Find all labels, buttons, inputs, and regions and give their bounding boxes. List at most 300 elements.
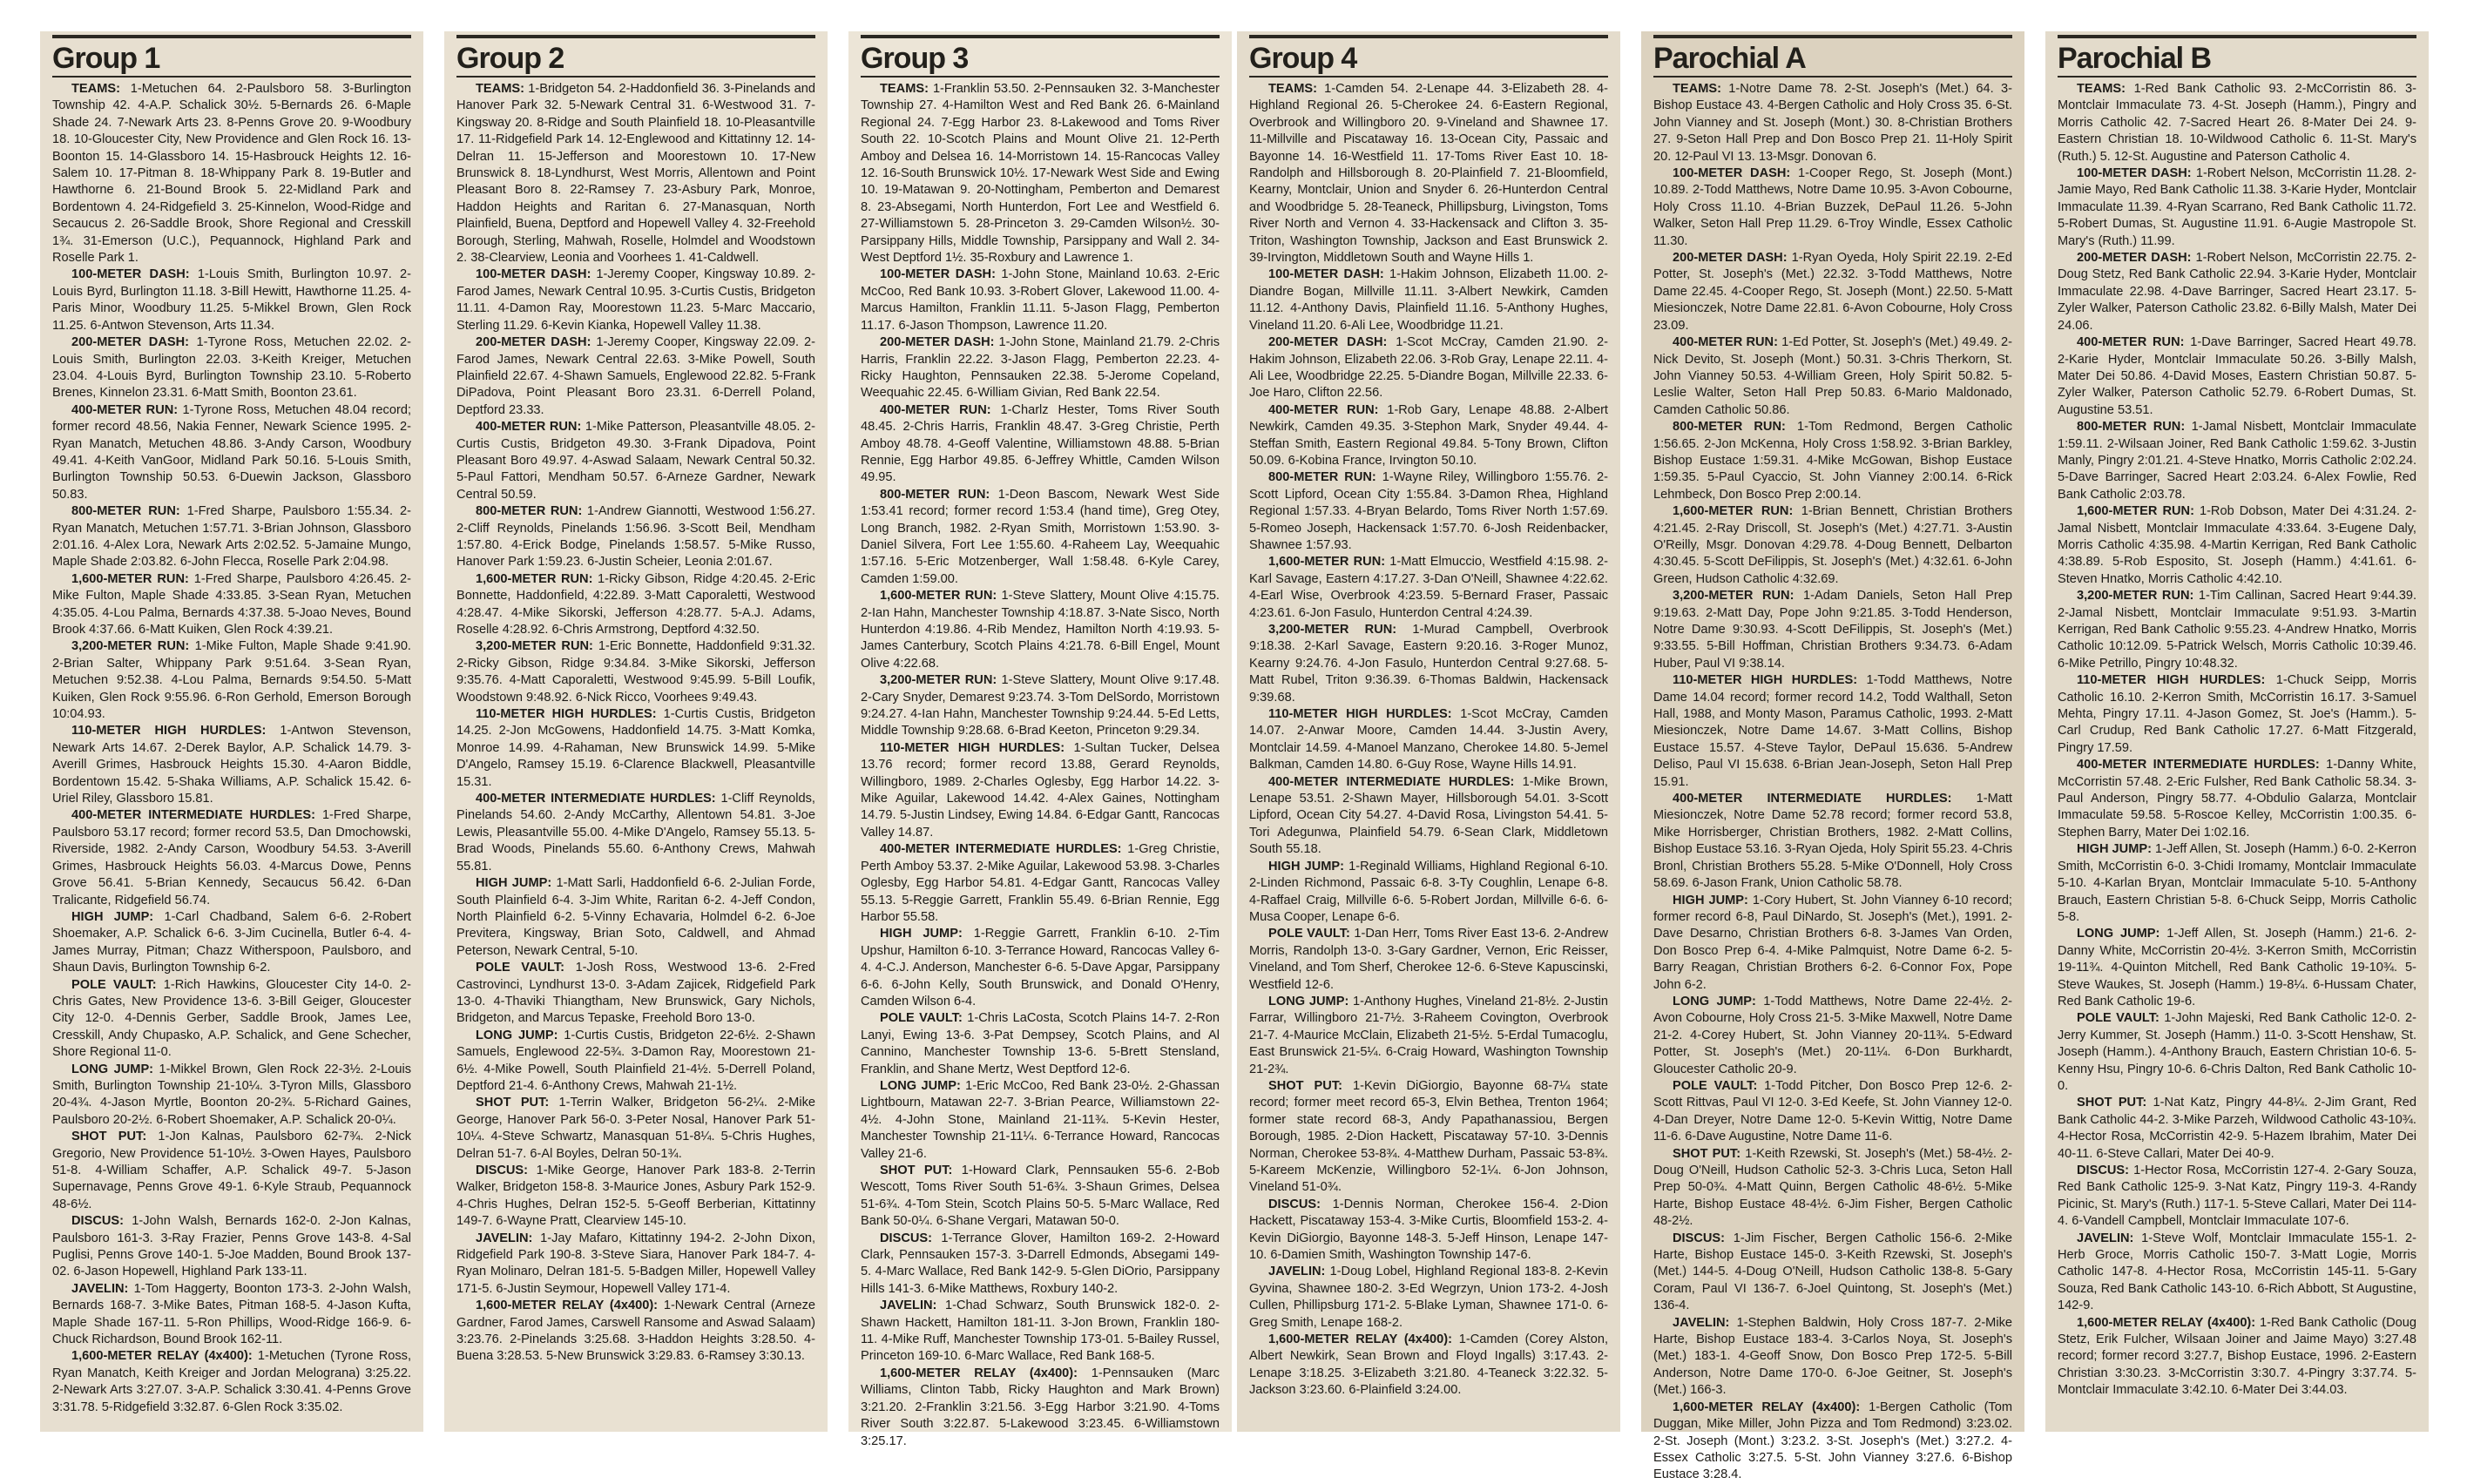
result-entry (861, 1010, 1220, 1078)
result-entry (1653, 893, 2012, 994)
event-results: 1-Camden (Corey Alston, Albert Newkirk, Sean Brown and Floyd Ingalls) 3:17.43. 2-Lenape 3:18.25. 3-Elizabeth 3:21.80. 4-Teaneck 3:22.32. 5-Jackson 3:23.60. 6-Plainfield 3:24.00. (1249, 1332, 1608, 1398)
event-name: 1,600-METER RUN: (1673, 504, 1794, 519)
event-results: 1-Metuchen (Tyrone Ross, Ryan Manatch, Keith Kreiger and Jordan Melograna) 3:25.22. 2-Newark Arts 3:27.07. 3-A.P. Schalick 3:30.41. 4-Penns Grove 3:31.78. 5-Ridgefield 3:32.87. 6-Glen Rock 3:35.02. (52, 1349, 411, 1414)
result-entry (1249, 622, 1608, 706)
result-entry (52, 1348, 411, 1416)
event-results: 1-Stephen Baldwin, Holy Cross 187-7. 2-Mike Harte, Bishop Eustace 183-4. 3-Carlos Noya, St. Joseph's (Met.) 183-1. 4-Geoff Snow, Don Bosco Prep 172-5. 5-Bill Anderson, Notre Dame 170-0. 6-Joe Geitner, St. Joseph's (Met.) 166-3. (1653, 1315, 2012, 1398)
event-results: 1-Terrance Glover, Hamilton 169-2. 2-Howard Clark, Pennsauken 157-3. 3-Darrell Edmonds, Absegami 149-5. 4-Marc Wallace, Red Bank 142-9. 5-Glen DiOrio, Parsippany Hills 141-3. 6-Mike Matthews, Roxbury 140-2. (861, 1231, 1220, 1296)
column-header (861, 35, 1220, 78)
event-results: 1-Sultan Tucker, Delsea 13.76 record; former record 13.88, Gerard Reynolds, Willingboro, 1989. 2-Charles Oglesby, Egg Harbor 14.22. 3-Mike Aguilar, Lakewood 14.42. 4-Alex Gaines, Nottingham 14.79. 5-Justin Lindsey, Ewing 14.84. 6-Edgar Gantt, Rancocas Valley 14.87. (861, 740, 1220, 840)
result-entry (861, 81, 1220, 266)
result-entry (2058, 250, 2416, 334)
event-results: 1-Antwon Stevenson, Newark Arts 14.67. 2-Derek Baylor, A.P. Schalick 14.79. 3-Averill Grimes, Hasbrouck Heights 15.30. 4-Aaron Biddle, Bordentown 15.42. 5-Shaka Williams, A.P. Schalick 15.42. 6-Uriel Riley, Glassboro 15.81. (52, 724, 411, 806)
event-results: 1-Scot McCray, Camden 14.07. 2-Anwar Moore, Camden 14.44. 3-Justin Avery, Montclair 14.59. 4-Manoel Manzano, Cherokee 14.80. 5-Jemel Balkman, Camden 14.80. 6-Guy Rose, Wayne Hills 14.91. (1249, 707, 1608, 772)
result-entry (2058, 588, 2416, 672)
result-entry (861, 1163, 1220, 1231)
result-entry (1653, 250, 2012, 334)
event-results: 1-Josh Ross, Westwood 13-6. 2-Fred Castrovinci, Lyndhurst 13-0. 3-Adam Zajicek, Ridgefield Park 13-0. 4-Thaviki Thiangtham, New Brunswick, Gary Nichols, Bridgeton, and Marcus Tepaske, Freehold Boro 13-0. (456, 961, 815, 1026)
event-results: 1-Eric Bonnette, Haddonfield 9:31.32. 2-Ricky Gibson, Ridge 9:34.84. 3-Mike Sikorski, Jefferson 9:35.76. 4-Matt Caporaletti, Westwood 9:45.99. 5-Bill Loufik, Woodstown 9:48.92. 6-Nick Ricco, Voorhees 9:49.43. (456, 639, 815, 705)
event-name: DISCUS: (71, 1214, 124, 1229)
event-results: 1-Jeff Allen, St. Joseph (Hamm.) 21-6. 2-Danny White, McCorristin 20-4½. 3-Kerron Smith, McCorristin 19-11¾. 4-Quinton Mitchell, Red Bank Catholic 19-10¾. 5-Steve Waukes, St. Joseph (Hamm.) 19-8¼. 6-Hussam Chater, Red Bank Catholic 19-6. (2058, 927, 2416, 1008)
result-entry (456, 1028, 815, 1096)
result-entry (1249, 1078, 1608, 1197)
column-title: Group 1 (52, 42, 160, 75)
event-results: 1-Fred Sharpe, Paulsboro 1:55.34. 2-Ryan Manatch, Metuchen 1:57.71. 3-Brian Johnson, Glassboro 2:01.16. 4-Alex Lora, Newark Arts 2:02.52. 5-Jamaine Mungo, Maple Shade 2:03.82. 6-John Flecca, Roselle Park 2:04.98. (52, 504, 411, 570)
results-text (52, 81, 411, 1416)
event-results: 1-Doug Lobel, Highland Regional 183-8. 2-Kevin Gyvina, Shawnee 180-2. 3-Ed Wegrzyn, Union 173-2. 4-Josh Cullen, Phillipsburg 171-2. 5-Blake Lyman, Shawnee 171-0. 6-Greg Smith, Lenape 168-2. (1249, 1265, 1608, 1330)
event-name: 400-METER INTERMEDIATE HURDLES: (71, 808, 315, 823)
event-name: 200-METER DASH: (880, 335, 995, 350)
result-entry (1653, 994, 2012, 1078)
result-entry (861, 926, 1220, 1010)
result-entry (2058, 841, 2416, 926)
event-results: 1-Carl Chadband, Salem 6-6. 2-Robert Shoemaker, A.P. Schalick 6-6. 3-Jim Cucinella, Butler 6-4. 4-James Murray, Pitman; Chazz Witherspoon, Paulsboro, and Shaun Davis, Burlington Township 6-2. (52, 909, 411, 975)
result-entry (1653, 1078, 2012, 1146)
clipping-group-3 (848, 31, 1232, 1448)
result-entry (861, 672, 1220, 740)
result-entry (1653, 791, 2012, 892)
clipping-group-4 (1237, 31, 1620, 1432)
column-title: Parochial A (1653, 42, 1806, 75)
event-results: 1-Jim Fischer, Bergen Catholic 156-6. 2-Mike Harte, Bishop Eustace 145-0. 3-Keith Rzewski, St. Joseph's (Met.) 144-5. 4-Doug O'Neill, Hudson Catholic 138-8. 5-Gary Coram, Paul VI 136-7. 6-Joel Quintong, St. Joseph's (Met.) 136-4. (1653, 1231, 2012, 1313)
clipping-group-2 (444, 31, 828, 1432)
event-results: 1-Mike George, Hanover Park 183-8. 2-Terrin Walker, Bridgeton 158-8. 3-Maurice Jones, Asbury Park 152-9. 4-Chris Hughes, Delran 152-5. 5-Geoff Berberian, Kittatinny 149-7. 6-Wayne Pratt, Clearview 145-10. (456, 1164, 815, 1229)
event-name: POLE VAULT: (880, 1011, 963, 1026)
event-name: SHOT PUT: (1268, 1078, 1342, 1093)
event-name: TEAMS: (71, 82, 120, 96)
column-header (2058, 35, 2416, 78)
event-results: 1-Jeremy Cooper, Kingsway 10.89. 2-Farod James, Newark Central 10.95. 3-Curtis Custis, Bridgeton 11.11. 4-Damon Ray, Moorestown 11.23. 5-Marc Maccario, Sterling 11.29. 6-Kevin Kianka, Hopewell Valley 11.38. (456, 267, 816, 333)
event-name: JAVELIN: (71, 1281, 129, 1296)
event-results: 1-Notre Dame 78. 2-St. Joseph's (Met.) 64. 3-Bishop Eustace 43. 4-Bergen Catholic and Holy Cross 35. 6-St. John Vianney and St. Joseph (Mont.) 30. 8-Christian Brothers 27. 9-Seton Hall Prep and Don Bosco Prep 21. 11-Holy Spirit 20. 12-Paul VI 13. 13-Msgr. Donovan 6. (1653, 82, 2012, 164)
event-name: 1,600-METER RUN: (2077, 504, 2194, 519)
event-results: 1-Eric McCoo, Red Bank 23-0½. 2-Ghassan Lightbourn, Matawan 22-7. 3-Brian Pearce, Williamstown 22-4½. 4-John Stone, Mainland 21-11¾. 5-Kevin Hester, Manchester Township 21-11¼. 6-Terrance Howard, Rancocas Valley 21-6. (861, 1078, 1220, 1161)
result-entry (861, 334, 1220, 402)
event-name: TEAMS: (2077, 82, 2126, 96)
event-name: JAVELIN: (880, 1298, 937, 1313)
column-header (456, 35, 815, 78)
result-entry (2058, 1010, 2416, 1095)
result-entry (861, 266, 1220, 334)
event-name: 1,600-METER RUN: (71, 571, 189, 586)
result-entry (1653, 588, 2012, 672)
event-results: 1-Tyrone Ross, Metuchen 22.02. 2-Louis Smith, Burlington 22.03. 3-Keith Kreiger, Metuchen 23.04. 4-Louis Byrd, Burlington Township 23.10. 5-Roberto Brenes, Kinnelon 23.31. 6-Matt Smith, Boonton 23.61. (52, 335, 411, 401)
event-name: 1,600-METER RELAY (4x400): (71, 1349, 253, 1364)
event-results: 1-Mike Patterson, Pleasantville 48.05. 2-Curtis Custis, Bridgeton 49.30. 3-Frank Dipadova, Point Pleasant Boro 49.97. 4-Aswad Salaam, Newark Central 50.32. 5-Paul Fattori, Mendham 50.57. 6-Arneze Gardner, Newark Central 50.59. (456, 420, 815, 502)
result-entry (52, 266, 411, 334)
result-entry (1249, 859, 1608, 927)
result-entry (2058, 81, 2416, 165)
result-entry (861, 1231, 1220, 1298)
event-name: 400-METER INTERMEDIATE HURDLES: (1673, 792, 1952, 806)
event-results: 1-Matt Miesionczek, Notre Dame 52.78 record; former record 53.8, Mike Horrisberger, Christian Brothers, 1982. 2-Matt Collins, Bishop Eustace 53.16. 3-Ryan Ojeda, Holy Spirit 55.23. 4-Chris Bronl, Christian Brothers 55.28. 5-Mike O'Donnell, Holy Cross 58.69. 6-Jason Frank, Union Catholic 58.78. (1653, 792, 2012, 891)
event-results: 1-Robert Nelson, McCorristin 22.75. 2-Doug Stetz, Red Bank Catholic 22.94. 3-Karie Hyder, Montclair Immaculate 22.98. 4-Dave Barringer, Sacred Heart 23.17. 5-Zyler Walker, Paterson Catholic 23.82. 6-Billy Malsh, Mater Dei 24.06. (2058, 251, 2416, 333)
result-entry (52, 1213, 411, 1281)
event-results: 1-Rob Dobson, Mater Dei 4:31.24. 2-Jamal Nisbett, Montclair Immaculate 4:33.64. 3-Eugene Daly, Morris Catholic 4:35.98. 4-Martin Kerrigan, Red Bank Catholic 4:38.89. 5-Rob Esposito, St. Joseph (Hamm.) 4:41.61. 6-Steven Hnatko, Morris Catholic 4:42.10. (2058, 504, 2417, 586)
event-results: 1-Murad Campbell, Overbrook 9:18.38. 2-Karl Savage, Eastern 9:20.16. 3-Roger Munoz, Kearny 9:24.76. 4-Jon Fasulo, Hunterdon Central 9:27.68. 5-Matt Rubel, Triton 9:36.39. 6-Thomas Baldwin, Hackensack 9:39.68. (1249, 623, 1608, 705)
event-results: 1-Charlz Hester, Toms River South 48.45. 2-Chris Harris, Franklin 48.47. 3-Greg Christie, Perth Amboy 48.78. 4-Geoff Valentine, Williamstown 48.88. 5-Brian Rennie, Egg Harbor 49.85. 6-Jeffrey Whittle, Camden Wilson 49.95. (861, 402, 1220, 485)
event-results: 1-Robert Nelson, McCorristin 11.28. 2-Jamie Mayo, Red Bank Catholic 11.38. 3-Karie Hyder, Montclair Immaculate 11.39. 4-Ryan Scarrano, Red Bank Catholic 11.72. 5-Robert Dumas, St. Augustine 11.91. 6-Augie Mastropole St. Mary's (Ruth.) 11.99. (2058, 166, 2416, 248)
result-entry (1249, 81, 1608, 266)
result-entry (2058, 926, 2416, 1010)
event-results: 1-Ricky Gibson, Ridge 4:20.45. 2-Eric Bonnette, Haddonfield, 4:22.89. 3-Matt Caporaletti, Westwood 4:28.47. 4-Mike Sikorski, Jefferson 4:28.77. 5-A.J. Adams, Roselle 4:28.92. 6-Chris Armstrong, Deptford 4:32.50. (456, 571, 816, 637)
event-results: 1-Matt Sarli, Haddonfield 6-6. 2-Julian Forde, South Plainfield 6-4. 3-Jim White, Raritan 6-2. 4-Jeff Condon, North Plainfield 6-2. 5-Vinny Echavaria, Holmdel 6-2. 6-Joe Previtera, Kingsway, Brian Soto, Caldwell, and Ahmad Peterson, Newark Central, 5-10. (456, 876, 815, 958)
event-name: 200-METER DASH: (1673, 251, 1788, 266)
event-results: 1-Rob Gary, Lenape 48.88. 2-Albert Newkirk, Camden 49.35. 3-Stephon Mark, Snyder 49.44. 4-Steffan Smith, Eastern Regional 49.84. 5-Tony Brown, Clifton 50.09. 6-Kobina France, Irvington 50.10. (1249, 402, 1608, 468)
result-entry (1249, 994, 1608, 1078)
event-name: 110-METER HIGH HURDLES: (1673, 673, 1858, 688)
event-results: 1-Keith Rzewski, St. Joseph's (Met.) 58-4½. 2-Doug O'Neill, Hudson Catholic 52-3. 3-Chris Luca, Seton Hall Prep 50-0¾. 4-Matt Quinn, Bergen Catholic 48-6½. 5-Mike Harte, Bishop Eustace 48-4½. 6-Jim Fisher, Bergen Catholic 48-2½. (1653, 1146, 2012, 1229)
result-entry (456, 960, 815, 1028)
event-name: 110-METER HIGH HURDLES: (71, 724, 267, 739)
event-results: 1-Dave Barringer, Sacred Heart 49.78. 2-Karie Hyder, Montclair Immaculate 50.26. 3-Billy Malsh, Mater Dei 50.86. 4-David Moses, Eastern Christian 50.87. 5-Zyler Walker, Paterson Catholic 52.79. 6-Robert Dumas, St. Augustine 53.51. (2058, 335, 2416, 417)
column-header (1249, 35, 1608, 78)
result-entry (1249, 469, 1608, 554)
event-name: JAVELIN: (1268, 1265, 1326, 1279)
event-results: 1-Chris LaCosta, Scotch Plains 14-7. 2-Ron Lanyi, Ewing 13-6. 3-Pat Dempsey, Scotch Plains, and Al Cannino, Manchester Township 13-6. 5-Brett Stensland, Franklin, and Shane Mertz, West Deptford 12-6. (861, 1011, 1220, 1076)
result-entry (2058, 334, 2416, 419)
result-entry (456, 875, 815, 960)
event-name: DISCUS: (476, 1164, 528, 1177)
event-name: SHOT PUT: (2077, 1096, 2147, 1110)
event-name: 100-METER DASH: (1673, 166, 1791, 181)
event-name: 3,200-METER RUN: (1268, 623, 1397, 637)
result-entry (1249, 774, 1608, 859)
event-name: 400-METER RUN: (1673, 335, 1778, 350)
event-name: HIGH JUMP: (880, 927, 963, 941)
clipping-parochial-a (1641, 31, 2024, 1482)
event-results: 1-Jeremy Cooper, Kingsway 22.09. 2-Farod James, Newark Central 22.63. 3-Mike Powell, South Plainfield 22.67. 4-Shawn Samuels, Englewood 22.82. 5-Frank DiPadova, Point Pleasant Boro 23.31. 6-Derrell Poland, Deptford 23.33. (456, 335, 816, 417)
event-name: 110-METER HIGH HURDLES: (1268, 707, 1452, 722)
event-name: SHOT PUT: (476, 1096, 550, 1110)
result-entry (2058, 419, 2416, 503)
result-entry (2058, 1163, 2416, 1231)
event-name: 1,600-METER RELAY (4x400): (2077, 1315, 2256, 1330)
event-name: 1,600-METER RELAY (4x400): (880, 1366, 1078, 1380)
event-name: LONG JUMP: (1268, 994, 1349, 1008)
event-name: 800-METER RUN: (476, 504, 583, 519)
event-results: 1-Matt Elmuccio, Westfield 4:15.98. 2-Karl Savage, Eastern 4:17.27. 3-Dan O'Neill, Shawnee 4:22.62. 4-Earl Wise, Overbrook 4:23.59. 5-Bernard Fraser, Passaic 4:23.61. 6-Jon Fasulo, Hunterdon Central 4:24.39. (1249, 555, 1608, 620)
result-entry (52, 503, 411, 571)
event-name: POLE VAULT: (2077, 1011, 2159, 1026)
result-entry (861, 1366, 1220, 1450)
result-entry (52, 334, 411, 402)
event-name: DISCUS: (2077, 1164, 2129, 1177)
event-results: 1-Hakim Johnson, Elizabeth 11.00. 2-Diandre Bogan, Millville 11.11. 3-Albert Newkirk, Camden 11.12. 4-Anthony Davis, Plainfield 11.16. 5-Anthony Hughes, Vineland 11.20. 6-Ali Lee, Woodbridge 11.21. (1249, 267, 1608, 333)
event-name: 400-METER RUN: (880, 402, 991, 417)
event-results: 1-Steve Slattery, Mount Olive 9:17.48. 2-Cary Snyder, Demarest 9:23.74. 3-Tom DelSordo, Morristown 9:24.27. 4-Ian Hahn, Manchester Township 9:24.44. 5-Ed Letts, Middle Township 9:28.68. 6-Brad Keeton, Princeton 9:29.34. (861, 673, 1220, 739)
event-results: 1-Curtis Custis, Bridgeton 14.25. 2-Jon McGowens, Haddonfield 14.75. 3-Matt Komka, Monroe 14.99. 4-Rahaman, New Brunswick 14.99. 5-Mike D'Angelo, Ramsey 15.19. 6-Clarence Blackwell, Pleasantville 15.31. (456, 707, 815, 789)
results-text (1249, 81, 1608, 1400)
event-results: 1-Cliff Reynolds, Pinelands 54.60. 2-Andy McCarthy, Allentown 54.81. 3-Joe Lewis, Pleasantville 55.00. 4-Mike D'Angelo, Ramsey 55.13. 5-Brad Woods, Pinelands 55.60. 6-Anthony Crews, Mahwah 55.81. (456, 792, 815, 874)
result-entry (861, 402, 1220, 487)
event-name: HIGH JUMP: (476, 876, 552, 891)
event-name: POLE VAULT: (71, 977, 157, 992)
event-name: 400-METER INTERMEDIATE HURDLES: (476, 792, 716, 806)
event-results: 1-Adam Daniels, Seton Hall Prep 9:19.63. 2-Matt Day, Pope John 9:21.85. 3-Todd Henderson, Notre Dame 9:30.93. 4-Scott DeFilippis, St. Joseph's (Met.) 9:33.55. 5-Bill Hoffman, Christian Brothers 9:34.73. 6-Adam Huber, Paul VI 9:38.14. (1653, 589, 2013, 671)
event-results: 1-Chad Schwarz, South Brunswick 182-0. 2-Shawn Hackett, Hamilton 181-11. 3-Jon Brown, Franklin 180-11. 4-Mike Ruff, Manchester Township 173-01. 5-Bailey Russel, Princeton 169-10. 6-Marc Wallace, Red Bank 168-5. (861, 1298, 1220, 1364)
event-name: SHOT PUT: (1673, 1146, 1741, 1161)
results-text (1653, 81, 2012, 1484)
event-name: LONG JUMP: (71, 1062, 154, 1076)
event-name: 100-METER DASH: (71, 267, 190, 282)
result-entry (1653, 334, 2012, 419)
result-entry (1249, 1332, 1608, 1400)
result-entry (861, 841, 1220, 926)
event-name: JAVELIN: (2077, 1231, 2134, 1245)
event-name: SHOT PUT: (71, 1130, 147, 1144)
event-results: 1-Fred Sharpe, Paulsboro 4:26.45. 2-Mike Fulton, Maple Shade 4:33.85. 3-Sean Ryan, Metuchen 4:35.05. 4-Lou Palma, Bernards 4:37.38. 5-Joao Neves, Bound Brook 4:37.66. 6-Matt Kuiken, Glen Rock 4:39.21. (52, 571, 411, 637)
event-results: 1-Reggie Garrett, Franklin 6-10. 2-Tim Upshur, Hamilton 6-10. 3-Terrance Howard, Rancocas Valley 6-4. 4-C.J. Anderson, Manchester 6-6. 5-Dave Apgar, Parsippany 6-6. 6-John Kelly, South Brunswick, and Donald O'Henry, Camden Wilson 6-4. (861, 927, 1220, 1008)
event-results: 1-Tom Redmond, Bergen Catholic 1:56.65. 2-Jon McKenna, Holy Cross 1:58.92. 3-Brian Barkley, Bishop Eustace 1:59.31. 4-Mike McGowan, Bishop Eustace 1:59.35. 5-Paul Cyaccio, St. John Vianney 2:00.14. 6-Rick Lehmbeck, Don Bosco Prep 2:00.14. (1653, 420, 2012, 502)
event-name: 3,200-METER RUN: (476, 639, 593, 654)
event-results: 1-Kevin DiGiorgio, Bayonne 68-7¼ state record; former meet record 65-3, Elvin Bethea, Trenton 1964; former state record 68-3, Andy Papathanassiou, Bergen Borough, 1985. 2-Dion Hackett, Piscataway 57-10. 3-Dennis Norman, Cherokee 53-8¾. 4-Matthew Durham, Passaic 53-8¾. 5-Kareem McKenzie, Willingboro 52-1¼. 6-Jon Johnson, Vineland 51-0¾. (1249, 1078, 1608, 1195)
result-entry (52, 638, 411, 723)
result-entry (1249, 1264, 1608, 1332)
results-text (2058, 81, 2416, 1400)
results-text (861, 81, 1220, 1450)
event-results: 1-John Stone, Mainland 10.63. 2-Eric McCoo, Red Bank 10.93. 3-Robert Glover, Lakewood 11.00. 4-Marcus Hamilton, Franklin 11.11. 5-Jason Flagg, Pemberton 11.17. 6-Jason Thompson, Lawrence 11.20. (861, 267, 1220, 333)
event-results: 1-Camden 54. 2-Lenape 44. 3-Elizabeth 28. 4-Highland Regional 26. 5-Cherokee 24. 6-Eastern Regional, Overbrook and Willingboro 20. 9-Vineland and Shawnee 17. 11-Millville and Piscataway 16. 13-Ocean City, Passaic and Bayonne 14. 16-Westfield 11. 17-Toms River East 10. 18-Randolph and Hillsborough 8. 20-Plainfield 7. 21-Bloomfield, Kearny, Montclair, Union and Snyder 6. 26-Hunterdon Central and Woodbridge 5. 28-Teaneck, Phillipsburg, Livingston, Toms River North and Vernon 4. 33-Hackensack and Clifton 3. 35-Triton, Washington Township, Jackson and East Brunswick 2. 39-Irvington, Middletown South and Wayne Hills 1. (1249, 82, 1608, 266)
event-name: 1,600-METER RELAY (4x400): (476, 1298, 659, 1313)
event-name: 400-METER INTERMEDIATE HURDLES: (2077, 758, 2320, 772)
event-results: 1-Terrin Walker, Bridgeton 56-2¼. 2-Mike George, Hanover Park 56-0. 3-Peter Nosal, Hanover Park 51-10¼. 4-Steve Schwartz, Manasquan 51-8¼. 5-Chris Hughes, Delran 51-7. 6-Al Boyles, Delran 50-1¾. (456, 1096, 815, 1161)
clipping-parochial-b (2045, 31, 2429, 1432)
event-name: DISCUS: (1268, 1197, 1321, 1211)
result-entry (52, 81, 411, 266)
result-entry (1653, 81, 2012, 165)
result-entry (1653, 1231, 2012, 1315)
event-name: TEAMS: (476, 82, 524, 96)
event-name: HIGH JUMP: (2077, 842, 2152, 857)
event-name: 3,200-METER RUN: (2077, 589, 2194, 604)
event-name: POLE VAULT: (476, 961, 565, 975)
event-name: POLE VAULT: (1268, 927, 1350, 941)
event-results: 1-Reginald Williams, Highland Regional 6-10. 2-Linden Richmond, Passaic 6-8. 3-Ty Coughlin, Lenape 6-8. 4-Raffael Craig, Millville 6-6. 5-Robert Jordan, Millville 6-6. 6-Musa Cooper, Lenape 6-6. (1249, 859, 1608, 924)
event-results: 1-Jamal Nisbett, Montclair Immaculate 1:59.11. 2-Wilsaan Joiner, Red Bank Catholic 1:59.62. 3-Justin Manly, Pingry 2:01.21. 4-Steve Hnatko, Morris Catholic 2:02.24. 5-Dave Barringer, Sacred Heart 2:03.24. 6-Alex Fowlie, Red Bank Catholic 2:03.78. (2058, 420, 2416, 502)
event-results: 1-Tyrone Ross, Metuchen 48.04 record; former record 48.56, Nakia Fenner, Newark Science 1995. 2-Ryan Manatch, Metuchen 48.86. 3-Andy Carson, Woodbury 49.41. 4-Keith VanGoor, Midland Park 50.16. 5-Louis Smith, Burlington Township 50.53. 6-Duewin Jackson, Glassboro 50.83. (52, 402, 411, 502)
event-results: 1-Mikkel Brown, Glen Rock 22-3½. 2-Louis Smith, Burlington Township 21-10¼. 3-Tyron Mills, Glassboro 20-4¾. 4-Jason Myrtle, Boonton 20-2¾. 5-Richard Gaines, Paulsboro 20-2½. 6-Robert Shoemaker, A.P. Schalick 20-0¼. (52, 1062, 412, 1127)
result-entry (456, 334, 815, 419)
result-entry (2058, 165, 2416, 250)
result-entry (2058, 1315, 2416, 1400)
event-name: 400-METER RUN: (1268, 402, 1379, 417)
event-results: 1-Dennis Norman, Cherokee 156-4. 2-Dion Hackett, Piscataway 153-4. 3-Mike Curtis, Bloomfield 153-2. 4-Kevin DiGiorgio, Bayonne 148-3. 5-Jeff Hinson, Lenape 147-10. 6-Damien Smith, Washington Township 147-6. (1249, 1197, 1608, 1263)
event-results: 1-Andrew Giannotti, Westwood 1:56.27. 2-Cliff Reynolds, Pinelands 1:56.96. 3-Scott Beil, Mendham 1:57.80. 4-Erick Bodge, Pinelands 1:58.57. 5-Mike Russo, Hanover Park 1:59.23. 6-Justin Scheier, Leonia 2:01.67. (456, 504, 815, 570)
event-results: 1-John Stone, Mainland 21.79. 2-Chris Harris, Franklin 22.22. 3-Jason Flagg, Pemberton 22.23. 4-Ricky Haughton, Pennsauken 22.38. 5-Jerome Copeland, Weequahic 22.45. 6-William Givian, Red Bank 22.54. (861, 335, 1220, 401)
event-name: 1,600-METER RUN: (880, 589, 997, 604)
event-name: 100-METER DASH: (1268, 267, 1384, 282)
event-results: 1-Red Bank Catholic 93. 2-McCorristin 86. 3-Montclair Immaculate 73. 4-St. Joseph (Hamm.), Pingry and Morris Catholic 42. 7-Sacred Heart 26. 8-Mater Dei 24. 9-Eastern Christian 18. 10-Wildwood Catholic 6. 11-St. Mary's (Ruth.) 5. 12-St. Augustine and Paterson Catholic 4. (2058, 82, 2416, 164)
result-entry (861, 487, 1220, 588)
event-name: 110-METER HIGH HURDLES: (2077, 673, 2266, 688)
event-results: 1-Scot McCray, Camden 21.90. 2-Hakim Johnson, Elizabeth 22.06. 3-Rob Gray, Lenape 22.11. 4-Ali Lee, Woodbridge 22.25. 5-Diandre Bogan, Millville 22.33. 6-Joe Haro, Clifton 22.56. (1249, 335, 1608, 401)
result-entry (52, 402, 411, 503)
event-results: 1-Cory Hubert, St. John Vianney 6-10 record; former record 6-8, Paul DiNardo, St. Joseph's (Met.), 1991. 2-Dave Desarno, Christian Brothers 6-8. 3-James Van Orden, Don Bosco Prep 6-4. 4-Mike Palmquist, Notre Dame 6-2. 5-Barry Reagan, Christian Brothers 6-2. 6-Connor Fox, Pope John 6-2. (1653, 893, 2012, 992)
event-results: 1-Jon Kalnas, Paulsboro 62-7¾. 2-Nick Gregorio, New Providence 51-10½. 3-Owen Hayes, Paulsboro 51-8. 4-William Schaffer, A.P. Schalick 49-7. 5-Jason Supernavage, Penns Grove 49-1. 6-Kyle Straub, Pequannock 48-6½. (52, 1130, 411, 1211)
event-results: 1-Steve Wolf, Montclair Immaculate 155-1. 2-Herb Groce, Morris Catholic 150-7. 3-Matt Logie, Morris Catholic 147-8. 4-Hector Rosa, McCorristin 145-11. 5-Gary Souza, Red Bank Catholic 143-10. 6-Rich Abbott, St Augustine, 142-9. (2058, 1231, 2416, 1313)
result-entry (456, 1231, 815, 1298)
result-entry (861, 1298, 1220, 1366)
event-name: HIGH JUMP: (1673, 893, 1748, 907)
event-name: LONG JUMP: (2077, 927, 2160, 941)
result-entry (1249, 402, 1608, 470)
event-results: 1-Howard Clark, Pennsauken 55-6. 2-Bob Wescott, Toms River South 51-6¾. 3-Shaun Grimes, Delsea 51-6¾. 4-Tom Stein, Scotch Plains 50-5. 5-Marc Wallace, Red Bank 50-0¼. 6-Shane Vergari, Matawan 50-0. (861, 1164, 1220, 1229)
event-results: 1-Mike Fulton, Maple Shade 9:41.90. 2-Brian Salter, Whippany Park 9:51.64. 3-Sean Ryan, Metuchen 9:52.38. 4-Lou Palma, Bernards 9:54.50. 5-Matt Kuiken, Glen Rock 9:55.96. 6-Ron Gerhold, Emerson Borough 10:04.93. (52, 639, 411, 722)
result-entry (1249, 926, 1608, 994)
event-name: HIGH JUMP: (71, 909, 154, 924)
event-results: 1-Hector Rosa, McCorristin 127-4. 2-Gary Souza, Red Bank Catholic 125-9. 3-Nat Katz, Pingry 119-3. 4-Randy Picinic, St. Mary's (Ruth.) 117-1. 5-Steve Callari, Mater Dei 114-4. 6-Vandell Campbell, Montclair Immaculate 107-6. (2058, 1164, 2416, 1229)
result-entry (456, 1163, 815, 1231)
result-entry (52, 1129, 411, 1213)
event-name: 400-METER RUN: (2077, 335, 2185, 350)
column-header (52, 35, 411, 78)
event-results: 1-Pennsauken (Marc Williams, Clinton Tabb, Ricky Haughton and Mark Brown) 3:21.20. 2-Franklin 3:21.56. 3-Egg Harbor 3:21.90. 4-Toms River South 3:22.87. 5-Lakewood 3:23.45. 6-Williamstown 3:25.17. (861, 1366, 1220, 1448)
column-header (1653, 35, 2012, 78)
event-name: 400-METER INTERMEDIATE HURDLES: (1268, 774, 1515, 789)
event-results: 1-Tom Haggerty, Boonton 173-3. 2-John Walsh, Bernards 168-7. 3-Mike Bates, Pitman 168-5. 4-Jason Kufta, Maple Shade 167-11. 5-Ron Phillips, Wood-Ridge 166-9. 6-Chuck Richardson, Bound Brook 162-11. (52, 1281, 411, 1347)
event-name: LONG JUMP: (476, 1028, 558, 1042)
result-entry (2058, 1095, 2416, 1163)
event-results: 1-Nat Katz, Pingry 44-8¼. 2-Jim Grant, Red Bank Catholic 44-2. 3-Mike Parzeh, Wildwood Catholic 43-10¾. 4-Hector Rosa, McCorristin 42-9. 5-Hazem Ibrahim, Mater Dei 40-11. 6-Steve Callari, Mater Dei 40-9. (2058, 1096, 2417, 1161)
result-entry (1653, 672, 2012, 791)
result-entry (456, 419, 815, 503)
event-results: 1-Todd Matthews, Notre Dame 22-4½. 2-Avon Cobourne, Holy Cross 21-5. 3-Mike Maxwell, Notre Dame 21-2. 4-Corey Hubert, St. John Vianney 20-11¾. 5-Edward Potter, St. Joseph's (Met.) 20-11¼. 6-Don Burkhardt, Gloucester Catholic 20-9. (1653, 994, 2012, 1076)
event-results: 1-John Walsh, Bernards 162-0. 2-Jon Kalnas, Paulsboro 161-3. 3-Ray Frazier, Penns Grove 143-8. 4-Sal Puglisi, Penns Grove 140-1. 5-Joe Madden, Bound Brook 137-02. 6-Jason Hopewell, Highland Park 133-11. (52, 1214, 411, 1279)
event-results: 1-Mike Brown, Lenape 53.51. 2-Shawn Mayer, Hillsborough 54.01. 3-Scott Lipford, Ocean City 54.27. 4-David Rosa, Livingston 54.41. 5-Tori Adegunwa, Plainfield 54.79. 6-Sean Clark, Middletown South 55.18. (1249, 774, 1608, 857)
event-results: 1-Deon Bascom, Newark West Side 1:53.41 record; former record 1:53.4 (hand time), Greg Otey, Long Branch, 1982. 2-Ryan Smith, Morristown 1:53.90. 3-Daniel Silvera, Fort Lee 1:55.60. 4-Raheem Lay, Weequahic 1:57.16. 5-Eric Motzenberger, Wall 1:58.48. 6-Kyle Carey, Camden 1:59.00. (861, 487, 1220, 586)
result-entry (861, 588, 1220, 672)
event-name: LONG JUMP: (1673, 994, 1756, 1008)
event-results: 1-Red Bank Catholic (Doug Stetz, Erik Fulcher, Wilsaan Joiner and Jaime Mayo) 3:27.48 record; former record 3:27.7, Bishop Eustace, 1996. 2-Eastern Christian 3:30.23. 3-McCorristin 3:30.7. 4-Pingry 3:37.74. 5-Montclair Immaculate 3:42.10. 6-Mater Dei 3:44.03. (2058, 1315, 2416, 1398)
event-name: 200-METER DASH: (2077, 251, 2192, 266)
result-entry (456, 503, 815, 571)
column-title: Parochial B (2058, 42, 2212, 75)
result-entry (1653, 1400, 2012, 1484)
column-title: Group 3 (861, 42, 969, 75)
result-entry (456, 571, 815, 639)
event-name: 800-METER RUN: (880, 487, 990, 502)
event-results: 1-Fred Sharpe, Paulsboro 53.17 record; former record 53.5, Dan Dmochowski, Riverside, 1982. 2-Andy Carson, Woodbury 54.53. 3-Averill Grimes, Hasbrouck Heights 56.03. 4-Marcus Dowe, Penns Grove 56.41. 5-Brian Kennedy, Secaucus 56.42. 6-Dan Tralicante, Ridgefield 56.74. (52, 808, 411, 907)
event-results: 1-Steve Slattery, Mount Olive 4:15.75. 2-Ian Hahn, Manchester Township 4:18.87. 3-Nate Sisco, North Hunterdon 4:19.86. 4-Rib Mendez, Hamilton North 4:19.93. 5-James Canterbury, Scotch Plains 4:21.78. 6-Bill Engel, Mount Olive 4:22.68. (861, 589, 1220, 671)
event-name: 100-METER DASH: (880, 267, 996, 282)
result-entry (52, 1281, 411, 1349)
result-entry (456, 1298, 815, 1366)
event-name: 800-METER RUN: (2077, 420, 2186, 435)
result-entry (1653, 419, 2012, 503)
clipping-group-1 (40, 31, 423, 1432)
event-results: 1-Metuchen 64. 2-Paulsboro 58. 3-Burlington Township 42. 4-A.P. Schalick 30½. 5-Bernards 26. 6-Maple Shade 24. 7-Newark Arts 23. 8-Penns Grove 20. 9-Woodbury 18. 10-Gloucester City, New Providence and Glen Rock 16. 13-Boonton 15. 14-Glassboro 14. 15-Hasbrouck Heights 12. 16-Salem 10. 17-Pitman 8. 18-Whippany Park 8. 19-Butler and Hawthorne 6. 21-Bound Brook 5. 22-Midland Park and Bordentown 4. 24-Ridgefield 3. 25-Kinnelon, Wood-Ridge and Secaucus 2. 26-Saddle Brook, Shore Regional and Cresskill 1¾. 31-Emerson (U.C.), Pequannock, Highland Park and Roselle Park 1. (52, 82, 411, 266)
event-name: JAVELIN: (476, 1231, 533, 1245)
event-name: 800-METER RUN: (1673, 420, 1786, 435)
result-entry (1653, 503, 2012, 588)
event-name: 200-METER DASH: (71, 335, 189, 350)
event-results: 1-Jay Mafaro, Kittatinny 194-2. 2-John Dixon, Ridgefield Park 190-8. 3-Steve Siara, Hanover Park 184-7. 4-Ryan Molinaro, Delran 181-5. 5-Badgen Miller, Hopewell Valley 171-5. 6-Justin Seymour, Hopewell Valley 171-4. (456, 1231, 815, 1296)
result-entry (1249, 334, 1608, 402)
result-entry (1653, 1315, 2012, 1400)
result-entry (2058, 757, 2416, 841)
event-name: 3,200-METER RUN: (880, 673, 997, 688)
event-results: 1-Tim Callinan, Sacred Heart 9:44.39. 2-Jamal Nisbett, Montclair Immaculate 9:51.93. 3-Martin Kerrigan, Red Bank Catholic 9:55.23. 4-Andrew Hnatko, Morris Catholic 10:12.09. 5-Patrick Welsch, Morris Catholic 10:39.46. 6-Mike Petrillo, Pingry 10:48.32. (2058, 589, 2416, 671)
result-entry (456, 266, 815, 334)
event-results: 1-Newark Central (Arneze Gardner, Farod James, Carswell Ransome and Aswad Salaam) 3:23.76. 2-Pinelands 3:25.68. 3-Haddon Heights 3:28.50. 4-Buena 3:28.53. 5-New Brunswick 3:29.83. 6-Ramsey 3:30.13. (456, 1298, 815, 1364)
event-name: 110-METER HIGH HURDLES: (880, 740, 1065, 755)
result-entry (2058, 1231, 2416, 1315)
event-name: 400-METER RUN: (476, 420, 582, 435)
result-entry (861, 740, 1220, 841)
result-entry (2058, 503, 2416, 588)
event-results: 1-Bridgeton 54. 2-Haddonfield 36. 3-Pinelands and Hanover Park 32. 5-Newark Central 31. 6-Westwood 31. 7-Kingsway 20. 8-Ridge and South Plainfield 18. 10-Pleasantville 17. 11-Ridgefield Park 14. 12-Englewood and Kittatinny 12. 14-Delran 11. 15-Jefferson and Moorestown 10. 17-New Brunswick 8. 18-Lyndhurst, West Morris, Allentown and Point Pleasant Boro 8. 22-Ramsey 7. 23-Asbury Park, Monroe, Haddon Heights and Raritan 6. 27-Manasquan, North Plainfield, Buena, Deptford and Hopewell Valley 4. 32-Freehold Borough, Sterling, Mahwah, Roselle, Holmdel and Woodstown 2. 38-Clearview, Leonia and Voorhees 1. 41-Caldwell. (456, 82, 815, 266)
event-name: POLE VAULT: (1673, 1078, 1758, 1093)
event-results: 1-Franklin 53.50. 2-Pennsauken 32. 3-Manchester Township 27. 4-Hamilton West and Red Bank 26. 6-Mainland Regional 24. 7-Egg Harbor 23. 8-Lakewood and Toms River South 22. 10-Scotch Plains and Mount Olive 21. 12-Perth Amboy and Delsea 16. 14-Morristown 14. 15-Rancocas Valley 12. 16-South Brunswick 10½. 17-Newark West Side and Ewing 10. 19-Matawan 9. 20-Nottingham, Pemberton and Demarest 8. 23-Absegami, North Hunterdon, Fort Lee and Westfield 6. 27-Williamstown 5. 28-Princeton 3. 29-Camden Wilson½. 30-Parsippany Hills, Middle Township, Parsippany and Wall 2. 34-West Deptford 1½. 35-Roxbury and Lawrence 1. (861, 82, 1220, 266)
result-entry (456, 81, 815, 266)
event-name: TEAMS: (1673, 82, 1721, 96)
event-name: 100-METER DASH: (476, 267, 591, 282)
result-entry (861, 1078, 1220, 1163)
event-name: 1,600-METER RUN: (1268, 555, 1386, 570)
event-name: 3,200-METER RUN: (71, 639, 190, 654)
event-results: 1-Bergen Catholic (Tom Duggan, Mike Miller, John Pizza and Tom Redmond) 3:23.02. 2-St. Joseph (Mont.) 3:23.2. 3-St. Joseph's (Met.) 3:27.2. 4-Essex Catholic 3:27.5. 5-St. John Vianney 3:27.6. 6-Bishop Eustace 3:28.4. (1653, 1400, 2012, 1482)
result-entry (52, 909, 411, 977)
result-entry (52, 807, 411, 908)
result-entry (456, 706, 815, 791)
result-entry (52, 977, 411, 1062)
result-entry (1653, 165, 2012, 250)
event-results: 1-Rich Hawkins, Gloucester City 14-0. 2-Chris Gates, New Providence 13-6. 3-Bill Geiger, Gloucester City 12-0. 4-Dennis Gerber, Saddle Brook, James Lee, Cresskill, Andy Chupasko, A.P. Schalick, and Gene Schecher, Shore Regional 11-0. (52, 977, 411, 1060)
event-results: 1-John Majeski, Red Bank Catholic 12-0. 2-Jerry Kummer, St. Joseph (Hamm.) 11-0. 3-Scott Henshaw, St. Joseph (Hamm.). 4-Anthony Brauch, Eastern Christian 10-6. 5-Kenny Hsu, Pingry 10-6. 6-Chris Dalton, Red Bank Catholic 10-0. (2058, 1011, 2416, 1093)
event-name: 400-METER INTERMEDIATE HURDLES: (880, 842, 1122, 857)
results-text (456, 81, 815, 1366)
event-name: DISCUS: (1673, 1231, 1725, 1245)
event-name: JAVELIN: (1673, 1315, 1730, 1330)
result-entry (52, 723, 411, 807)
event-name: 110-METER HIGH HURDLES: (476, 707, 657, 722)
event-results: 1-Dan Herr, Toms River East 13-6. 2-Andrew Morris, Randolph 13-0. 3-Gary Gardner, Vernon, Eric Reisser, Vineland, and Tom Sherf, Cherokee 12-6. 6-Steve Kapuscinski, Westfield 12-6. (1249, 927, 1608, 992)
event-name: TEAMS: (880, 82, 929, 96)
result-entry (1249, 1197, 1608, 1265)
result-entry (1249, 706, 1608, 774)
event-name: 1,600-METER RELAY (4x400): (1673, 1400, 1861, 1414)
event-results: 1-Anthony Hughes, Vineland 21-8½. 2-Justin Farrar, Willingboro 21-7½. 3-Raheem Covington, Overbrook 21-7. 4-Maurice McClain, Elizabeth 21-5½. 5-Erdal Tumacoglu, East Brunswick 21-5¼. 6-Craig Howard, Washington Township 21-2¾. (1249, 994, 1608, 1076)
result-entry (1249, 554, 1608, 622)
event-results: 1-Curtis Custis, Bridgeton 22-6½. 2-Shawn Samuels, Englewood 22-5¾. 3-Damon Ray, Moorestown 21-6½. 4-Mike Powell, South Plainfield 21-4½. 5-Derrell Poland, Deptford 21-4. 6-Anthony Crews, Mahwah 21-1½. (456, 1028, 815, 1093)
result-entry (456, 791, 815, 875)
event-name: 400-METER RUN: (71, 402, 179, 417)
event-name: 1,600-METER RELAY (4x400): (1268, 1332, 1452, 1347)
result-entry (52, 1062, 411, 1130)
result-entry (52, 571, 411, 639)
event-results: 1-Danny White, McCorristin 57.48. 2-Eric Fulsher, Red Bank Catholic 58.34. 3-Paul Anderson, Pingry 58.77. 4-Obdulio Galarza, Montclair Immaculate 59.58. 5-Roscoe Kelley, McCorristin 1:00.35. 6-Stephen Barry, Mater Dei 1:02.16. (2058, 758, 2416, 840)
event-name: 1,600-METER RUN: (476, 571, 593, 586)
result-entry (1653, 1146, 2012, 1231)
event-name: SHOT PUT: (880, 1164, 953, 1177)
event-results: 1-Louis Smith, Burlington 10.97. 2-Louis Byrd, Burlington 11.18. 3-Bill Hewitt, Hawthorne 11.25. 4-Paris Minor, Woodbury 11.25. 5-Mikkel Brown, Glen Rock 11.25. 6-Antwon Stevenson, Arts 11.34. (52, 267, 411, 333)
event-results: 1-Cooper Rego, St. Joseph (Mont.) 10.89. 2-Todd Matthews, Notre Dame 10.95. 3-Avon Cobourne, Holy Cross 11.10. 4-Brian Buzzek, DePaul 11.26. 5-John Walker, Seton Hall Prep 11.29. 6-Troy Windle, Essex Catholic 11.30. (1653, 166, 2012, 248)
event-name: 200-METER DASH: (476, 335, 591, 350)
event-name: 200-METER DASH: (1268, 335, 1388, 350)
event-results: 1-Ryan Oyeda, Holy Spirit 22.19. 2-Ed Potter, St. Joseph's (Met.) 22.32. 3-Todd Matthews, Notre Dame 22.45. 4-Cooper Rego, St. Joseph (Mont.) 22.50. 5-Matt Miesionczek, Notre Dame 22.81. 6-Avon Cobourne, Holy Cross 23.09. (1653, 251, 2012, 333)
result-entry (456, 638, 815, 706)
event-results: 1-Todd Matthews, Notre Dame 14.04 record; former record 14.2, Todd Walthall, Seton Hall, 1988, and Monty Mason, Paramus Catholic, 1993. 2-Matt Miesionczek, Notre Dame 14.67. 3-Matt Collins, Bishop Eustace 15.57. 4-Steve Taylor, DePaul 15.636. 5-Andrew Deliso, Paul VI 15.638. 6-Brian Jean-Joseph, Seton Hall Prep 15.91. (1653, 673, 2012, 789)
event-name: 800-METER RUN: (71, 504, 180, 519)
event-name: HIGH JUMP: (1268, 859, 1345, 874)
event-results: 1-Todd Pitcher, Don Bosco Prep 12-6. 2-Scott Rittvas, Paul VI 12-0. 3-Ed Keefe, St. John Vianney 12-0. 4-Dan Dreyer, Notre Dame 12-0. 5-Kevin Wittig, Notre Dame 11-6. 6-Dave Augustine, Notre Dame 11-6. (1653, 1078, 2012, 1144)
event-results: 1-Jeff Allen, St. Joseph (Hamm.) 6-0. 2-Kerron Smith, McCorristin 6-0. 3-Chidi Iromamy, Montclair Immaculate 5-10. 4-Karlan Bryan, Montclair Immaculate 5-10. 5-Anthony Brauch, Eastern Christian 5-8. 6-Chuck Seipp, Morris Catholic 5-8. (2058, 842, 2416, 924)
event-name: DISCUS: (880, 1231, 932, 1245)
event-results: 1-Wayne Riley, Willingboro 1:55.76. 2-Scott Lipford, Ocean City 1:55.84. 3-Damon Rhea, Highland Regional 1:57.33. 4-Bryan Belardo, Toms River North 1:57.69. 5-Romeo Joseph, Hackensack 1:57.70. 6-Josh Reidenbacker, Shawnee 1:57.93. (1249, 470, 1608, 552)
column-title: Group 4 (1249, 42, 1357, 75)
event-results: 1-Ed Potter, St. Joseph's (Met.) 49.49. 2-Nick Devito, St. Joseph (Mont.) 50.31. 3-Chris Therkorn, St. John Vianney 50.53. 4-William Green, Holy Spirit 50.82. 5-Leslie Walter, Seton Hall Prep 50.83. 6-Mario Maldonado, Camden Catholic 50.86. (1653, 335, 2012, 417)
